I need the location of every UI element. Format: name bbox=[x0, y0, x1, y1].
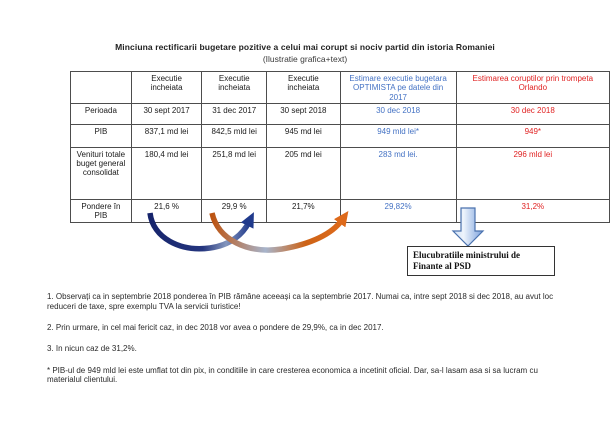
footnote: * PIB-ul de 949 mld lei este umflat tot din pix, in conditiile in care cresterea economica a incetinit oficial. Dar, sa-l lasam asa si sa lucram cu materialul clientului. bbox=[47, 365, 538, 385]
column-header-executie-1: Executie incheiata bbox=[131, 72, 202, 104]
row-label: Venituri totale buget general consolidat bbox=[71, 147, 132, 199]
page-title: Minciuna rectificarii bugetare pozitive a celui mai corupt si nociv partid din istoria Romaniei bbox=[115, 42, 495, 52]
column-header-executie-2: Executie incheiata bbox=[202, 72, 267, 104]
cell: 205 md lei bbox=[267, 147, 341, 199]
row-label: Pondere în PIB bbox=[71, 199, 132, 222]
cell: 31 dec 2017 bbox=[202, 103, 267, 124]
cell: 31,2% bbox=[456, 199, 609, 222]
note-2: 2. Prin urmare, in cel mai fericit caz, in dec 2018 vor avea o pondere de 29,9%, ca in dec 2017. bbox=[47, 323, 384, 333]
cell: 842,5 mld lei bbox=[202, 124, 267, 147]
row-label: Perioada bbox=[71, 103, 132, 124]
cell: 296 mld lei bbox=[456, 147, 609, 199]
orange-curved-arrow bbox=[212, 213, 342, 250]
table-row-perioada bbox=[71, 103, 610, 124]
cell: 30 sept 2017 bbox=[131, 103, 202, 124]
cell: 21,7% bbox=[267, 199, 341, 222]
cell: 949* bbox=[456, 124, 609, 147]
page-subtitle: (Ilustratie grafica+text) bbox=[262, 54, 348, 64]
table-row-venituri bbox=[71, 147, 610, 199]
column-header-estimare-optimista: Estimare executie bugetara OPTIMISTA pe datele din 2017 bbox=[340, 72, 456, 104]
cell: 949 mld lei* bbox=[340, 124, 456, 147]
cell: 29,9 % bbox=[202, 199, 267, 222]
table-header-row bbox=[71, 72, 610, 104]
table-corner-cell bbox=[71, 72, 132, 104]
cell: 30 dec 2018 bbox=[340, 103, 456, 124]
cell: 837,1 md lei bbox=[131, 124, 202, 147]
cell: 21,6 % bbox=[131, 199, 202, 222]
cell: 180,4 md lei bbox=[131, 147, 202, 199]
down-arrow-icon bbox=[448, 205, 488, 249]
table-row-pib bbox=[71, 124, 610, 147]
cell: 30 dec 2018 bbox=[456, 103, 609, 124]
curved-comparison-arrows bbox=[130, 205, 380, 260]
note-3: 3. In nicun caz de 31,2%. bbox=[47, 344, 137, 354]
cell: 283 md lei. bbox=[340, 147, 456, 199]
note-1: 1. Observați ca in septembrie 2018 ponderea în PIB rămâne aceeași ca la septembrie 2017. Numai ca, intre sept 2018 si dec 2018, au avut loc reduceri de taxe, spre exemplu TVA la servicii turistice! bbox=[47, 292, 554, 311]
callout-box: Elucubratiile ministrului de Finante al PSD bbox=[407, 246, 555, 276]
cell: 29,82% bbox=[340, 199, 456, 222]
column-header-estimare-corupti: Estimarea coruptilor prin trompeta Orlando bbox=[456, 72, 609, 104]
cell: 251,8 md lei bbox=[202, 147, 267, 199]
row-label: PIB bbox=[71, 124, 132, 147]
column-header-executie-3: Executie incheiata bbox=[267, 72, 341, 104]
budget-table bbox=[70, 71, 610, 223]
notes-section bbox=[47, 292, 566, 397]
cell: 945 md lei bbox=[267, 124, 341, 147]
cell: 30 sept 2018 bbox=[267, 103, 341, 124]
